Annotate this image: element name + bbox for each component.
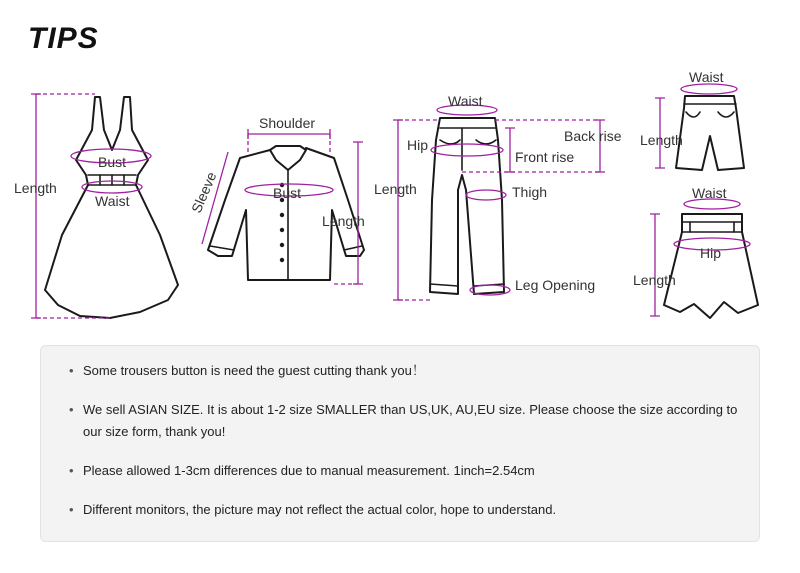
bullet-icon: •	[69, 502, 74, 517]
bullet-icon: •	[69, 463, 74, 478]
dress-waist-label: Waist	[95, 193, 130, 209]
skirt-length-label: Length	[633, 272, 676, 288]
trousers-hip-label: Hip	[407, 137, 429, 153]
shirt-length-label: Length	[322, 213, 365, 229]
notes-list	[69, 360, 739, 521]
note-text: Different monitors, the picture may not reflect the actual color, hope to understand.	[83, 502, 557, 517]
skirt-waist-label: Waist	[692, 185, 727, 201]
page-title: TIPS	[28, 22, 99, 55]
note-text: Some trousers button is need the guest cutting thank you！	[83, 363, 425, 378]
trousers-thigh-label: Thigh	[512, 184, 548, 200]
shirt-shoulder-label: Shoulder	[259, 115, 316, 131]
skirt-hip-label: Hip	[700, 245, 722, 261]
note-text: Please allowed 1-3cm differences due to manual measurement. 1inch=2.54cm	[83, 463, 535, 478]
shorts-length-label: Length	[640, 132, 683, 148]
note-text: We sell ASIAN SIZE. It is about 1-2 size SMALLER than US,UK, AU,EU size. Please choose the size according to our size form, thank you!	[83, 402, 738, 439]
dress-length-label: Length	[14, 180, 57, 196]
trousers-leg-opening-label: Leg Opening	[515, 277, 596, 293]
skirt-illustration	[664, 214, 758, 318]
trousers-front-rise-label: Front rise	[515, 149, 575, 165]
shirt-sleeve-label: Sleeve	[188, 169, 220, 216]
bullet-icon: •	[69, 402, 74, 417]
shirt-bust-label: Bust	[273, 185, 302, 201]
note-item	[69, 460, 739, 482]
dress-bust-label: Bust	[98, 154, 127, 170]
note-item	[69, 499, 739, 521]
shorts-illustration	[676, 96, 744, 170]
trousers-length-label: Length	[374, 181, 417, 197]
note-item	[69, 360, 739, 382]
trousers-back-rise-label: Back rise	[564, 128, 622, 144]
shorts-waist-label: Waist	[689, 69, 724, 85]
trousers-waist-label: Waist	[448, 93, 483, 109]
notes-panel	[40, 345, 760, 542]
note-item	[69, 399, 739, 443]
bullet-icon: •	[69, 363, 74, 378]
